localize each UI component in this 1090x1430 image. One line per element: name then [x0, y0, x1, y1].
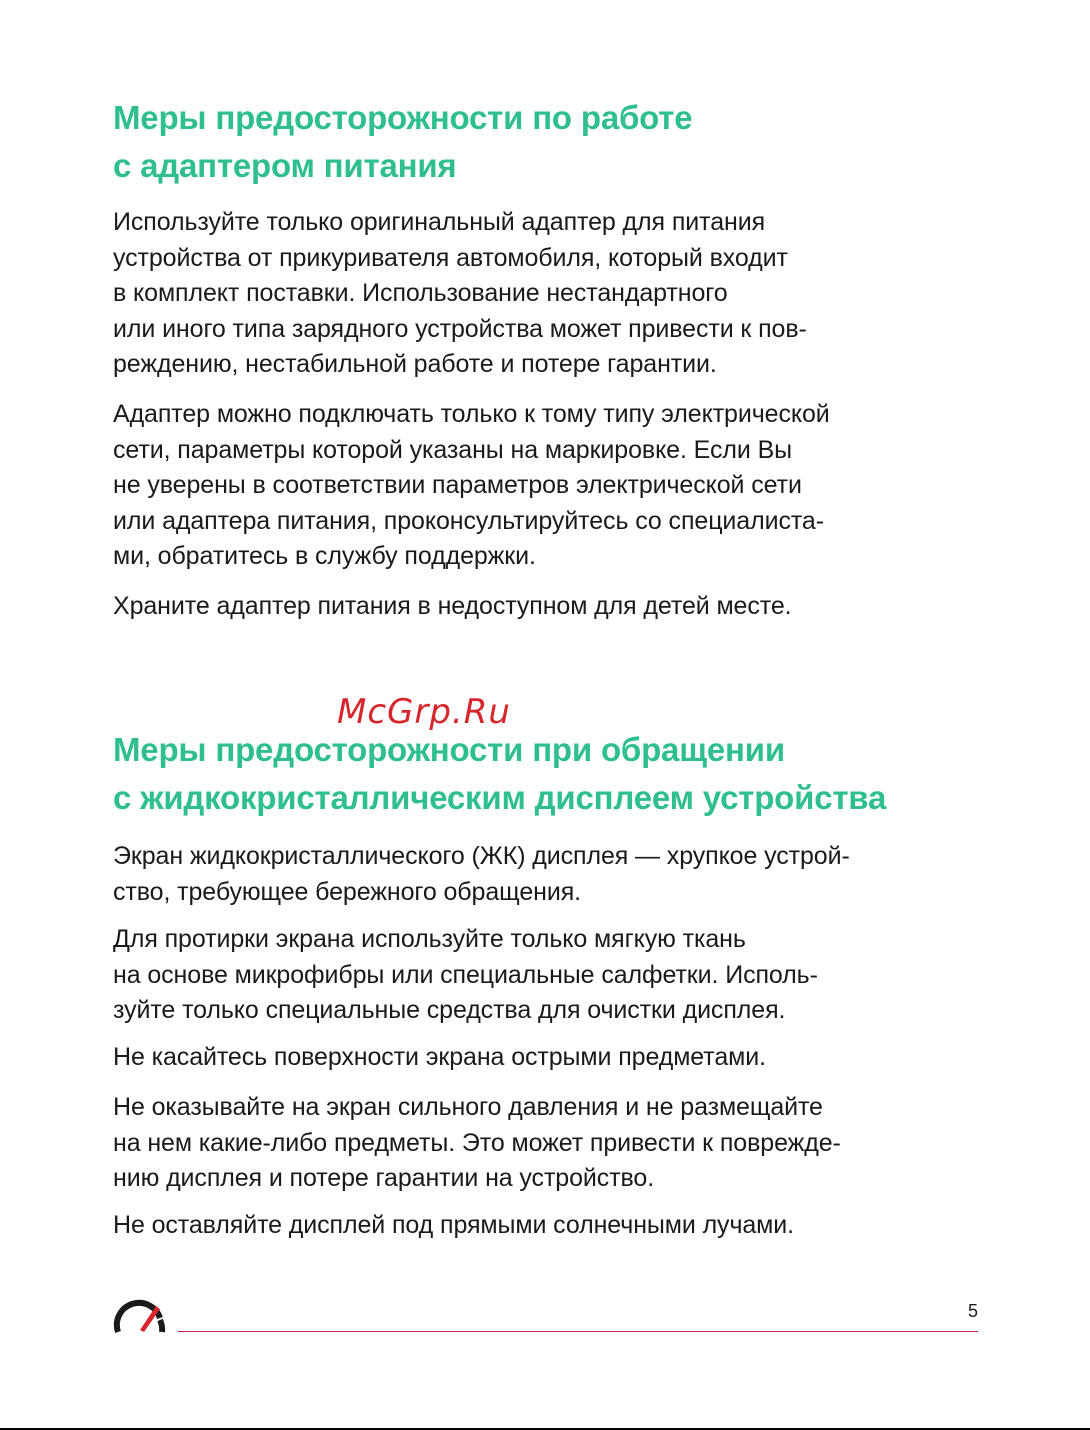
text-line: Не оказывайте на экран сильного давления и не размещайте: [113, 1093, 823, 1121]
text-line: устройства от прикуривателя автомобиля, который входит: [113, 243, 788, 272]
text-line: Экран жидкокристаллического (ЖК) дисплея — хрупкое устрой-: [113, 842, 850, 870]
text-line: или адаптера питания, проконсультируйтесь со специалиста-: [113, 506, 824, 535]
paragraph: [113, 839, 850, 910]
paragraph: [113, 589, 791, 625]
text-line: ми, обратитесь в службу поддержки.: [113, 542, 536, 570]
section-heading-lcd: [113, 726, 886, 822]
text-line: реждению, нестабильной работе и потере гарантии.: [113, 350, 717, 378]
heading-line: с адаптером питания: [113, 147, 457, 184]
heading-line: с жидкокристаллическим дисплеем устройства: [113, 779, 887, 816]
watermark: McGrp.Ru: [337, 692, 511, 732]
text-line: зуйте только специальные средства для очистки дисплея.: [113, 996, 786, 1024]
speedometer-icon: [112, 1296, 168, 1336]
text-line: Не касайтесь поверхности экрана острыми предметами.: [113, 1043, 766, 1071]
heading-line: Меры предосторожности по работе: [113, 99, 693, 136]
paragraph: [113, 205, 807, 383]
text-line: в комплект поставки. Использование нестандартного: [113, 279, 728, 307]
heading-line: Меры предосторожности при обращении: [113, 731, 785, 768]
text-line: на основе микрофибры или специальные салфетки. Исполь-: [113, 960, 818, 989]
paragraph: [113, 397, 830, 575]
text-line: Адаптер можно подключать только к тому типу электрической: [113, 400, 830, 428]
paragraph: [113, 1208, 794, 1244]
text-line: или иного типа зарядного устройства может привести к пов-: [113, 314, 807, 343]
text-line: не уверены в соответствии параметров электрической сети: [113, 471, 802, 499]
footer-divider: [178, 1331, 978, 1332]
text-line: сети, параметры которой указаны на маркировке. Если Вы: [113, 435, 793, 464]
page-number: 5: [967, 1301, 978, 1321]
paragraph: [113, 1040, 766, 1076]
paragraph: [113, 922, 818, 1029]
text-line: Для протирки экрана используйте только мягкую ткань: [113, 925, 746, 953]
section-heading-adapter: [113, 94, 692, 190]
text-line: ство, требующее бережного обращения.: [113, 877, 581, 906]
text-line: нию дисплея и потере гарантии на устройство.: [113, 1164, 655, 1192]
text-line: Используйте только оригинальный адаптер для питания: [113, 208, 766, 236]
text-line: Храните адаптер питания в недоступном для детей месте.: [113, 592, 792, 620]
text-line: на нем какие-либо предметы. Это может привести к поврежде-: [113, 1128, 841, 1157]
text-line: Не оставляйте дисплей под прямыми солнечными лучами.: [113, 1211, 794, 1239]
paragraph: [113, 1090, 841, 1197]
